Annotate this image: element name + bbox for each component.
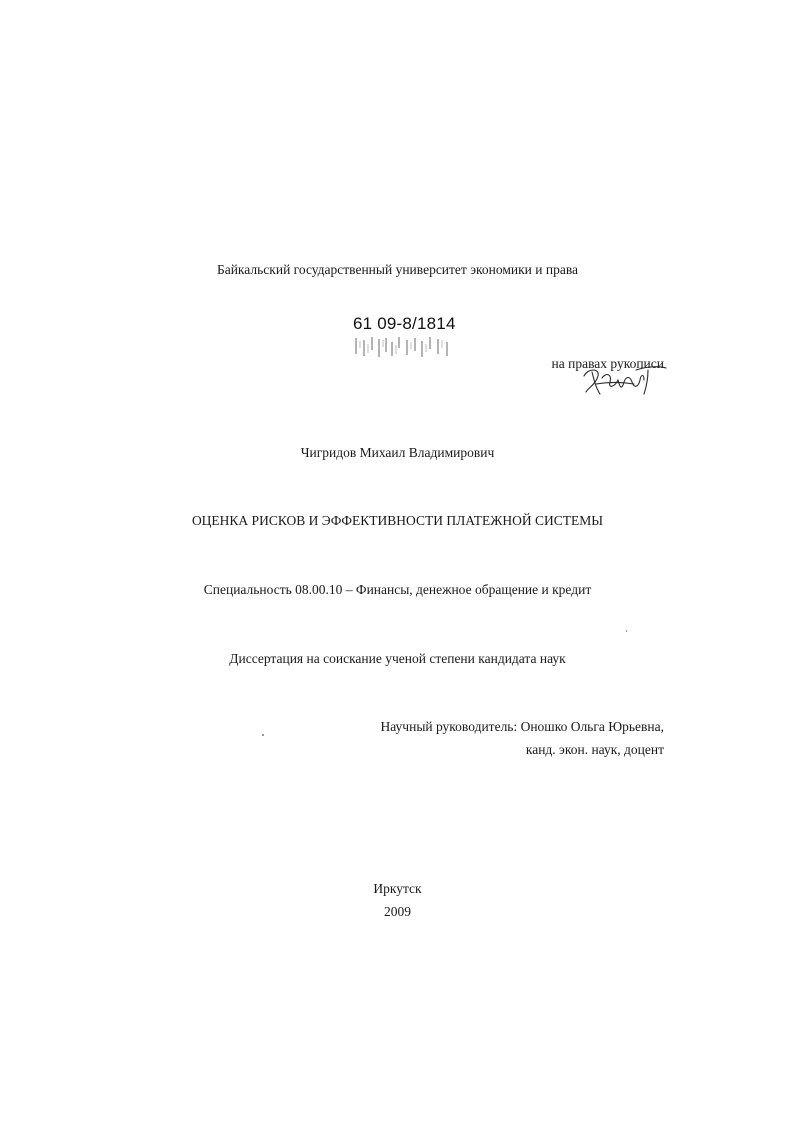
scan-speck bbox=[626, 630, 627, 632]
dissertation-title: ОЦЕНКА РИСКОВ И ЭФФЕКТИВНОСТИ ПЛАТЕЖНОЙ СИСТЕМЫ bbox=[191, 513, 604, 528]
author-name: Чигридов Михаил Владимирович bbox=[300, 445, 495, 460]
year: 2009 bbox=[384, 904, 411, 919]
scan-speck bbox=[262, 734, 264, 736]
stamp-barcode-icon bbox=[352, 336, 456, 358]
author-signature-icon bbox=[578, 362, 670, 400]
manuscript-rights-note: на правах рукописи bbox=[551, 356, 664, 371]
university-name: Байкальский государственный университет экономики и права bbox=[216, 262, 579, 277]
degree-line: Диссертация на соискание ученой степени кандидата наук bbox=[229, 651, 566, 666]
specialty-line: Специальность 08.00.10 – Финансы, денежное обращение и кредит bbox=[203, 582, 592, 597]
city: Иркутск bbox=[373, 881, 422, 896]
library-stamp-number: 61 09-8/1814 bbox=[353, 314, 456, 333]
advisor-name: Научный руководитель: Оношко Ольга Юрьевна, bbox=[380, 719, 664, 734]
advisor-credentials: канд. экон. наук, доцент bbox=[525, 742, 664, 757]
